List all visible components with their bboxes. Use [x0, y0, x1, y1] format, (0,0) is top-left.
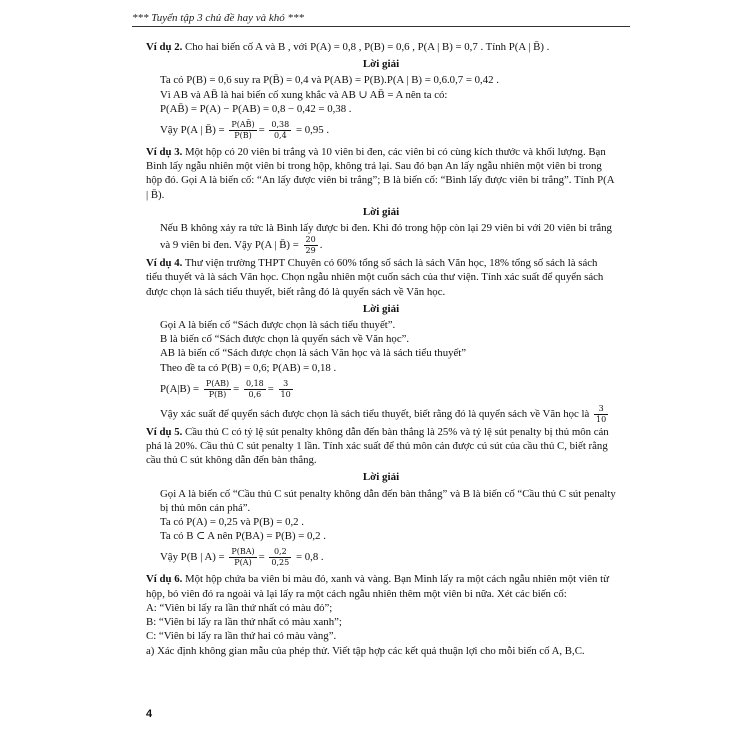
example-4-fraction-1 — [204, 379, 231, 400]
example-2-fraction-1 — [229, 120, 256, 141]
example-3-label: Ví dụ 3. — [146, 146, 183, 159]
fraction-denominator: 10 — [280, 389, 291, 399]
example-3-solution — [146, 221, 616, 256]
example-5-text: Cầu thủ C có tỷ lệ sút penalty không dẫn đến bàn thắng là 25% và tỷ lệ sút penalty bị thủ môn cản phá là 20%. Cầu thủ C sút penalty 1 lần. Tính xác suất để thủ môn cản được cú sút của cầu thủ C, biết rằng cầu thủ C sút không dẫn đến bàn thắng. — [146, 425, 609, 467]
example-3-solution-text: Nếu B không xảy ra tức là Bình lấy được bi đen. Khi đó trong hộp còn lại 29 viên bi với 20 viên bi trắng và 9 viên bi đen. Vậy P(A | B̄) = — [160, 222, 612, 252]
example-5-solution-title: Lời giải — [362, 471, 400, 484]
example-2-line-1: Ta có P(B) = 0,6 suy ra P(B̄) = 0,4 và P(AB) = P(B).P(A | B) = 0,6.0,7 = 0,42 . — [160, 74, 499, 87]
example-4-fraction-3 — [279, 379, 293, 400]
fraction-denominator: 29 — [305, 246, 316, 256]
example-5 — [146, 425, 616, 468]
fraction-numerator: 0,18 — [245, 378, 264, 388]
example-6-label: Ví dụ 6. — [146, 573, 183, 586]
example-3-text: Một hộp có 20 viên bi trắng và 10 viên bi đen, các viên bi có cùng kích thước và khối lượng. Bạn Bình lấy ngẫu nhiên một viên bi trong hộp, không trả lại. Sau đó bạn An lấy ngẫu nhiên một viên bi trong hộp đó. Gọi A là biến cố: “An lấy được viên bi trắng”; B là biến cố: “Bình lấy được viên bi trắng”. Tính P(A | B̄). — [146, 146, 614, 201]
example-5-line-3: Ta có B ⊂ A nên P(BA) = P(B) = 0,2 . — [160, 530, 326, 543]
example-4-solution-title: Lời giải — [362, 302, 400, 315]
fraction-numerator: 3 — [279, 379, 293, 390]
running-header: *** Tuyển tập 3 chủ đề hay và khó *** — [132, 12, 630, 27]
example-6-event-a: A: “Viên bi lấy ra lần thứ nhất có màu đỏ”; — [146, 601, 333, 614]
example-4-formula: P(A|B) = $\frac{P(AB)}{P(B)}$ = $\frac{0,18}{0,6}$ = $\frac{3}{10}$ — [160, 378, 291, 399]
example-5-result-lead: Vậy P(B | A) = — [160, 551, 225, 564]
example-2-line-2: Vì AB và AB̄ là hai biến cố xung khắc và AB ∪ AB̄ = A nên ta có: — [160, 88, 448, 101]
example-5-label: Ví dụ 5. — [146, 425, 183, 438]
example-5-fraction-1 — [229, 547, 256, 568]
example-2-result-lead: Vậy P(A | B̄) = — [160, 124, 225, 136]
example-6-event-b: B: “Viên bi lấy ra lần thứ nhất có màu xanh”; — [146, 616, 342, 629]
example-4-fraction-2 — [244, 379, 266, 400]
example-2-fraction-2 — [269, 120, 291, 141]
fraction-numerator: P(AB̄) — [231, 120, 255, 130]
example-5-line-2: Ta có P(A) = 0,25 và P(B) = 0,2 . — [160, 516, 304, 529]
example-5-result: Vậy P(B | A) = $\frac{P(BA)}{P(A)}$ = $\frac{0,2}{0,25}$ = 0,8 . — [160, 547, 324, 568]
fraction-denominator: P(B) — [208, 389, 227, 399]
example-3-solution-tail: . — [319, 239, 323, 252]
fraction-denominator: 0,4 — [273, 131, 287, 141]
example-4-conclusion — [146, 404, 616, 425]
example-2-text: Cho hai biến cố A và B , với P(A) = 0,8 , P(B) = 0,6 , P(A | B) = 0,7 . Tính P(A | B̄) . — [185, 41, 550, 53]
example-5-line-1: Gọi A là biến cố “Cầu thủ C sút penalty không dẫn đến bàn thắng” và B là biến cố “Cầu thủ C sút penalty bị thủ môn cản phá”. — [160, 487, 616, 514]
fraction-denominator: P(A) — [234, 558, 252, 568]
example-4-line-3: AB là biến cố “Sách được chọn là sách Văn học và là sách tiểu thuyết” — [160, 347, 467, 360]
fraction-denominator: 0,6 — [248, 389, 262, 399]
fraction-numerator: 0,2 — [269, 547, 291, 558]
example-4-text: Thư viện trường THPT Chuyên có 60% tổng số sách là sách Văn học, 18% tổng số sách là sách tiểu thuyết và là sách Văn học. Chọn ngẫu nhiên một cuốn sách của thư viện. Tính xác suất để quyển sách được chọn là sách tiểu thuyết, biết rằng đó là quyển sách về Văn học. — [146, 257, 604, 298]
example-4-line-4: Theo đề ta có P(B) = 0,6; P(AB) = 0,18 . — [160, 361, 337, 374]
example-6-event-c: C: “Viên bi lấy ra lần thứ hai có màu vàng”. — [146, 630, 337, 643]
example-6 — [146, 572, 616, 600]
example-5-fraction-2 — [269, 547, 291, 568]
example-4-line-1: Gọi A là biến cố “Sách được chọn là sách tiểu thuyết”. — [160, 319, 396, 332]
example-4-line-2: B là biến cố “Sách được chọn là quyển sách về Văn học”. — [160, 333, 410, 346]
fraction-denominator: 10 — [596, 414, 607, 424]
page-content — [146, 40, 616, 658]
example-3-answer-fraction — [304, 235, 318, 256]
fraction-denominator: 0,25 — [271, 558, 290, 568]
example-6-text: Một hộp chứa ba viên bi màu đỏ, xanh và vàng. Bạn Minh lấy ra một cách ngẫu nhiên một viên từ hộp, bỏ viên đó ra ngoài và lại lấy ra một cách ngẫu nhiên thêm một viên bi nữa. Xét các biến cố: — [146, 573, 610, 600]
fraction-denominator: P(B̄) — [234, 131, 252, 141]
fraction-numerator: 3 — [594, 404, 608, 415]
example-6-question-a: a) Xác định không gian mẫu của phép thử. Viết tập hợp các kết quả thuận lợi cho mỗi biến cố A, B,C. — [146, 644, 585, 657]
example-5-result-tail: = 0,8 . — [295, 551, 324, 564]
example-4-conclusion-text: Vậy xác suất để quyển sách được chọn là sách tiểu thuyết, biết rằng đó là quyển sách về Văn học là — [160, 407, 590, 420]
example-4-conclusion-fraction — [594, 404, 608, 425]
fraction-numerator: 0,38 — [271, 120, 290, 130]
example-2-result-tail: = 0,95 . — [295, 124, 330, 136]
example-3 — [146, 145, 616, 202]
example-2 — [146, 40, 616, 54]
example-2-line-3: P(AB̄) = P(A) − P(AB) = 0,8 − 0,42 = 0,38 . — [160, 102, 352, 115]
example-2-result: Vậy P(A | B̄) = $\frac{P(AB̄)}{P(B̄)}$ = $\frac{0,38}{0,4}$ = 0,95 . — [160, 120, 330, 141]
example-4-label: Ví dụ 4. — [146, 257, 183, 270]
example-3-solution-title: Lời giải — [362, 205, 400, 218]
example-2-label: Ví dụ 2. — [146, 41, 183, 53]
example-4 — [146, 256, 616, 299]
fraction-numerator: P(AB) — [205, 378, 230, 388]
fraction-numerator: 20 — [305, 235, 316, 245]
fraction-numerator: P(BA) — [231, 547, 255, 557]
page-number: 4 — [146, 708, 153, 720]
example-2-solution-title: Lời giải — [362, 58, 400, 71]
example-4-formula-lead: P(A|B) = — [160, 382, 200, 395]
